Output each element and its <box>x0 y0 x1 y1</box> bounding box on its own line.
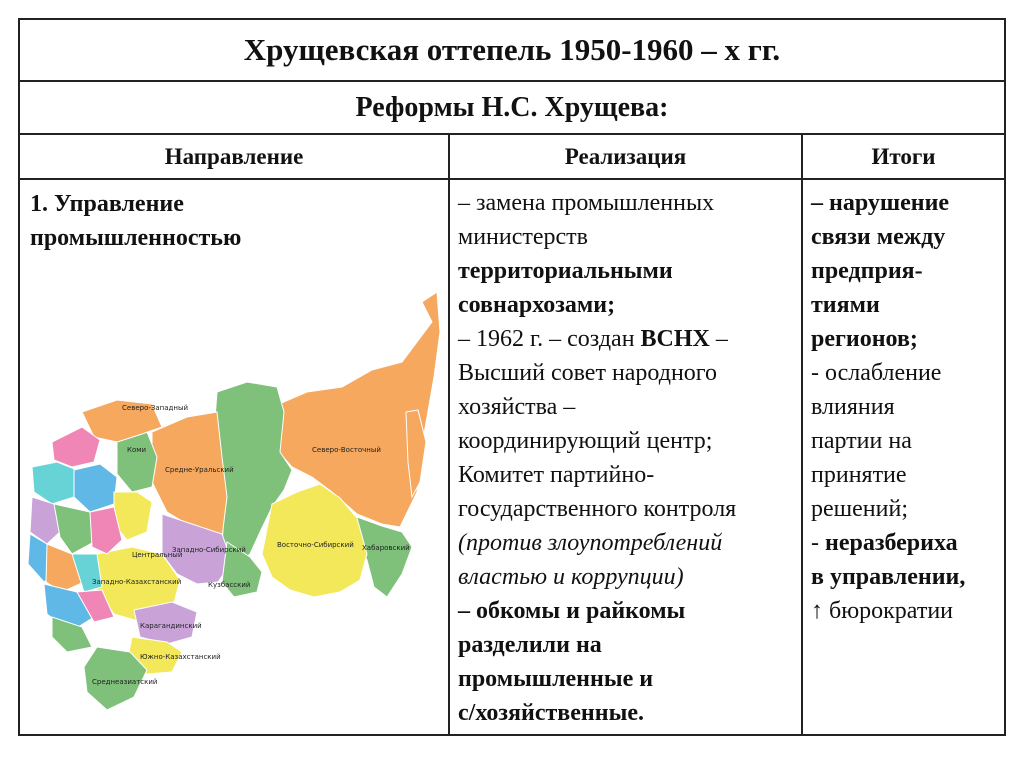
region-label: Южно-Казахстанский <box>140 653 221 661</box>
region-label: Средне-Уральский <box>165 466 234 474</box>
vsnh-term: ВСНХ <box>640 326 710 352</box>
direction-cell <box>20 180 450 734</box>
header-direction: Направление <box>20 135 450 178</box>
results-line: в управлении, <box>811 564 966 590</box>
region-label: Северо-Западный <box>122 404 189 412</box>
results-text <box>811 186 1001 628</box>
region-label: Восточно-Сибирский <box>277 541 354 549</box>
direction-line: промышленностью <box>30 225 242 251</box>
results-text-part: - <box>811 530 825 556</box>
results-line: предприя- <box>811 258 923 284</box>
realization-text-part: – 1962 г. – создан <box>458 326 641 352</box>
results-line: - ослабление <box>811 360 942 386</box>
table-subtitle: Реформы Н.С. Хрущева: <box>20 82 1004 135</box>
realization-line: промышленные и <box>458 666 654 692</box>
region-label: Карагандинский <box>140 622 202 630</box>
region-label: Коми <box>127 446 147 454</box>
realization-line: с/хозяйственные. <box>458 700 644 726</box>
realization-text-part: – <box>709 326 728 352</box>
results-line: – нарушение <box>811 190 950 216</box>
realization-line: Комитет партийно- <box>458 462 655 488</box>
realization-line: территориальными <box>458 258 673 284</box>
realization-line: разделили на <box>458 632 602 658</box>
direction-text <box>30 187 330 255</box>
realization-line <box>458 322 798 356</box>
page-title: Хрущевская оттепель 1950-1960 – х гг. <box>20 20 1004 82</box>
realization-line: – обкомы и райкомы <box>458 598 686 624</box>
realization-line: совнархозами; <box>458 292 616 318</box>
header-realization: Реализация <box>450 135 803 178</box>
realization-line: хозяйства – <box>458 394 576 420</box>
results-cell <box>803 180 1004 734</box>
realization-line: (против злоупотреблений <box>458 530 723 556</box>
region-label: Кузбасский <box>208 581 251 589</box>
results-line: влияния <box>811 394 895 420</box>
table-row <box>20 180 1004 734</box>
results-line <box>811 526 1001 560</box>
results-text-part: неразбериха <box>825 530 958 556</box>
realization-line: – замена промышленных <box>458 190 715 216</box>
region-label: Западно-Сибирский <box>172 546 246 554</box>
region-label: Северо-Восточный <box>312 446 381 454</box>
ussr-economic-regions-map <box>22 292 442 717</box>
results-line: решений; <box>811 496 908 522</box>
realization-line: властью и коррупции) <box>458 564 684 590</box>
direction-line: 1. Управление <box>30 191 184 217</box>
results-line: ↑ бюрократии <box>811 598 954 624</box>
table-header-row <box>20 135 1004 180</box>
realization-line: координирующий центр; <box>458 428 713 454</box>
header-results: Итоги <box>871 143 936 169</box>
results-line: принятие <box>811 462 907 488</box>
reforms-table <box>18 18 1006 736</box>
realization-text <box>458 186 798 730</box>
results-line: тиями <box>811 292 880 318</box>
results-line: партии на <box>811 428 912 454</box>
region-label: Центральный <box>132 551 183 559</box>
realization-line: министерств <box>458 224 588 250</box>
region-label: Среднеазиатский <box>92 678 158 686</box>
results-line: связи между <box>811 224 946 250</box>
realization-cell <box>450 180 803 734</box>
region-label: Западно-Казахстанский <box>92 578 182 586</box>
realization-line: государственного контроля <box>458 496 737 522</box>
region-label: Хабаровский <box>362 544 410 552</box>
realization-line: Высший совет народного <box>458 360 718 386</box>
results-line: регионов; <box>811 326 918 352</box>
